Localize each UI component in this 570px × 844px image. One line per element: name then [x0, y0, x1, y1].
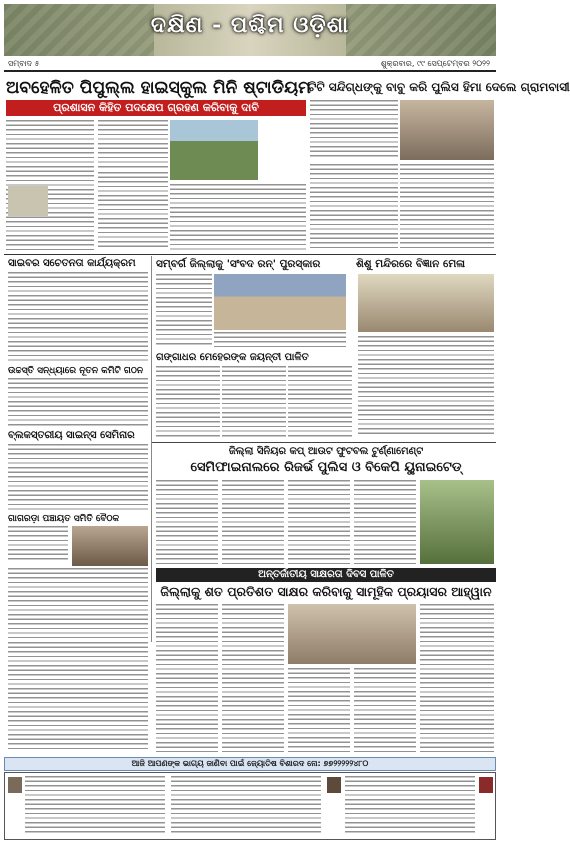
- astrology-ad-strip: ଆଜି ଆପଣଙ୍କ ଭାଗ୍ୟ ଜାଣିବା ପାଇଁ ଜ୍ୟୋତିଷ ବିଶାରଦ ନୋ: ୭୭୨୨୨୨୨୪୮୦: [4, 757, 496, 771]
- story10-body-col3: [288, 480, 350, 564]
- horoscope-thumb-2: [327, 777, 341, 793]
- story4-body-col1: [156, 274, 212, 346]
- story6-body-col2: [222, 366, 286, 438]
- story7-body: [8, 378, 148, 426]
- story3-headline: ସାଇବର ସଚେତନତା କାର୍ଯ୍ୟକ୍ରମ: [8, 258, 136, 269]
- story2-villagers-photo: [400, 100, 494, 160]
- story5-body: [358, 336, 494, 436]
- story9-body-col2: [8, 568, 148, 638]
- story2-body-col1: [310, 100, 398, 160]
- story2-body-col2: [310, 164, 398, 250]
- story7-headline: ଉଚ୍ଚସ୍ତି ସନ୍ଧ୍ୟାରେ ନୂତନ କମିଟି ଗଠନ: [8, 366, 144, 376]
- story11-body-col3: [288, 668, 350, 752]
- story4-body-col2: [214, 332, 346, 348]
- masthead-banner: [4, 4, 496, 56]
- story1-stadium-photo: [170, 120, 258, 180]
- story8-body: [8, 444, 148, 510]
- story1-body-col3: [98, 172, 168, 250]
- story1-inset-photo: [8, 186, 48, 216]
- story11-body-col2: [222, 604, 284, 752]
- story5-headline: ଶିଶୁ ମନ୍ଦିରରେ ବିଜ୍ଞାନ ମେଳା: [356, 258, 466, 270]
- story9-meeting-photo: [72, 526, 148, 566]
- story1-body-col1: [6, 120, 94, 250]
- story10-body-col4: [354, 480, 416, 564]
- horoscope-thumb-3: [479, 777, 493, 793]
- page-number: ସମ୍ବାଦ ୫: [8, 59, 40, 68]
- story4-award-photo: [214, 274, 346, 330]
- story10-body-col1: [156, 480, 218, 564]
- horoscope-col1: [25, 776, 165, 836]
- story11-body-col4: [354, 668, 416, 752]
- page-date: ଶୁକ୍ରବାର, ୯୯ ସେପ୍ଟେମ୍ବର ୨୦୨୨: [380, 59, 490, 68]
- story8-headline: ବ୍ଲକସ୍ତରୀୟ ସାଇନ୍ସ ସେମିନାର: [8, 430, 135, 441]
- section-divider-2: [152, 442, 496, 443]
- column-rule-left: [151, 256, 152, 642]
- story10-football-photo: [420, 480, 494, 564]
- story10-headline: ସେମିଫାଇନାଲରେ ରିଜର୍ଭ ପୁଲିସ ଓ ବିକେପି ୟୁନାଇଟେଡ୍: [190, 460, 462, 475]
- story11-body-col5: [420, 604, 494, 752]
- story1-subhead: ପ୍ରଶାସନ କିହିତ ପଦକ୍ଷେପ ଗ୍ରହଣ କରିବାକୁ ଦାବି: [6, 100, 306, 116]
- story11-headline: ଜିଲ୍ଲାକୁ ଶତ ପ୍ରତିଶତ ସାକ୍ଷର କରିବାକୁ ସାମୂହିକ ପ୍ରୟାସର ଆହ୍ୱାନ: [160, 584, 492, 599]
- story1-headline: ଅବହେଳିତ ପିପୁଲ୍ଲ ହାଇସ୍କୁଲ ମିନି ଷ୍ଟାଡିୟମ: [6, 78, 311, 98]
- section-divider-1: [4, 254, 496, 255]
- story4-headline: ସମ୍ବର୍ଗ ଜିଲ୍ଲାକୁ 'ସଂବଦ ରନ୍' ପୁରସ୍କାର: [156, 258, 321, 270]
- horoscope-col3: [345, 776, 475, 836]
- story2-body-col3: [400, 164, 494, 250]
- story11-kicker: ଅନ୍ତର୍ଜାତୀୟ ସାକ୍ଷରତା ଦିବସ ପାଳିତ: [156, 568, 496, 582]
- story1-body-col2: [98, 120, 168, 168]
- story6-body-col3: [288, 366, 352, 438]
- horoscope-thumb-1: [8, 777, 22, 793]
- story10-kicker: ଜିଲ୍ଲା ସିନିୟର କପ୍ ଆଉଟ ଫୁଟବଲ ଟୁର୍ଣ୍ଣାମେଣ୍ଟ: [228, 446, 424, 457]
- left-column-continuation: [8, 642, 148, 752]
- story11-literacy-photo: [288, 604, 416, 664]
- story2-headline: ଟିଟି ସନ୍ଦିଗ୍ଧଙ୍କୁ ବାବୁ କରି ପୁଲିସ ହିମା ଦେଲେ ଗ୍ରାମବାସୀ: [308, 80, 570, 94]
- story10-body-col2: [222, 480, 284, 564]
- masthead-title: ଦକ୍ଷିଣ - ପଶ୍ଚିମ ଓଡ଼ିଶା: [150, 12, 350, 38]
- story9-body-col1: [8, 526, 68, 562]
- story5-science-fair-photo: [358, 274, 494, 332]
- story9-headline: ଗାଗରଡ଼ା ପଞ୍ଚାୟତ ସମିତି ବୈଠକ: [8, 514, 120, 524]
- story6-headline: ଗଙ୍ଗାଧର ମେହେରଙ୍କ ଜୟନ୍ତୀ ପାଳିତ: [156, 352, 309, 363]
- story6-body-col1: [156, 366, 220, 438]
- story3-body: [8, 272, 148, 362]
- horoscope-col2: [171, 776, 321, 836]
- story1-body-col4: [170, 184, 306, 250]
- page-info-bar: [4, 58, 496, 72]
- horoscope-block: [4, 772, 496, 840]
- story11-body-col1: [156, 604, 218, 752]
